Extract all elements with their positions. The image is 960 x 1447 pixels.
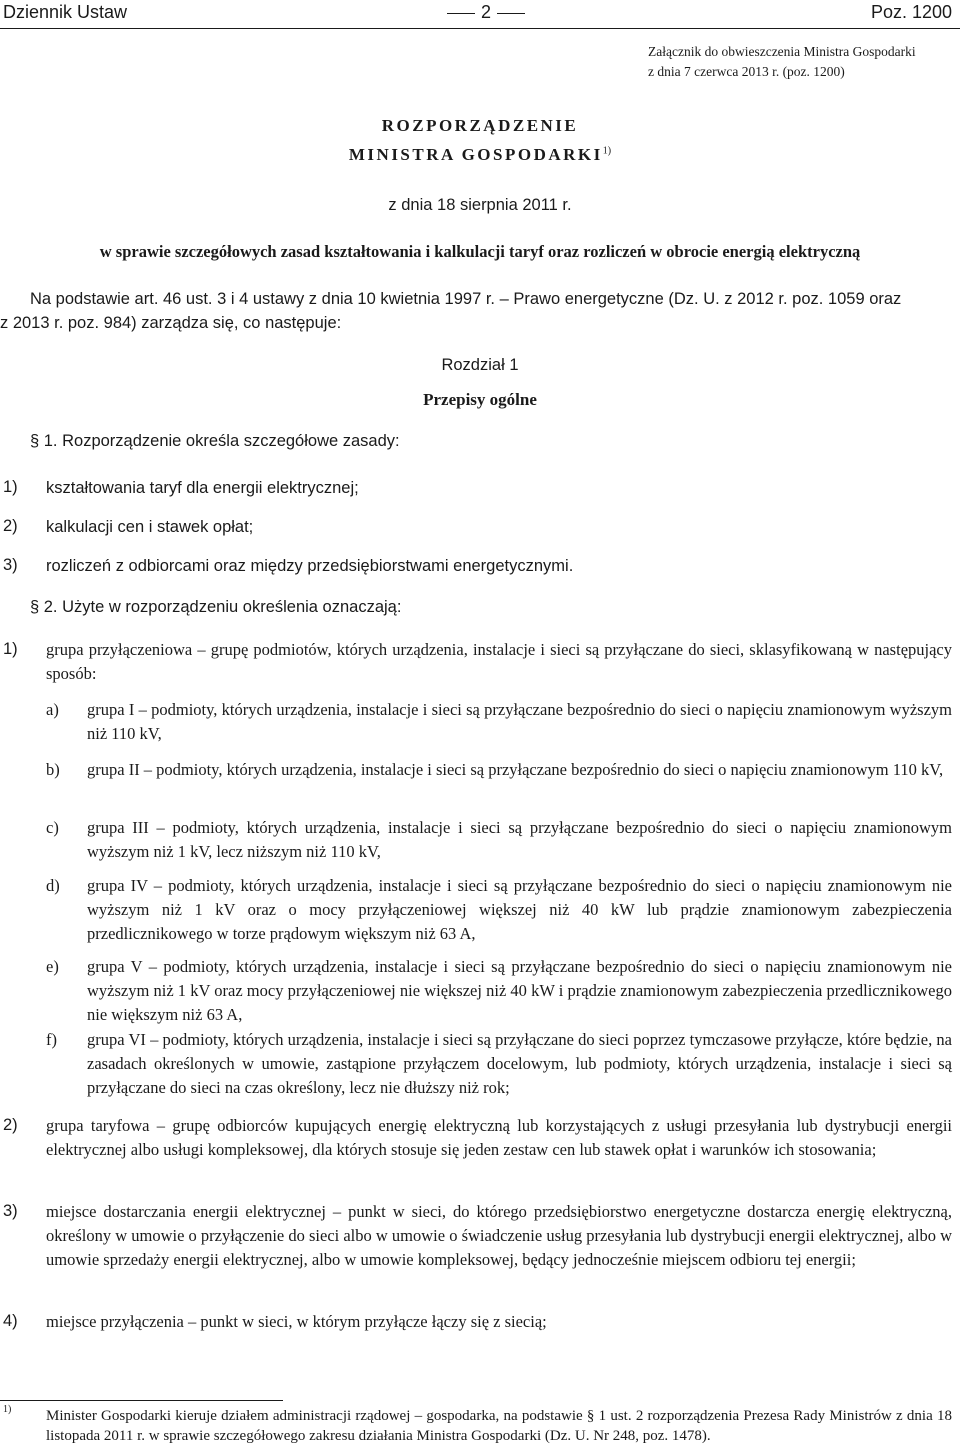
doc-subject: w sprawie szczegółowych zasad kształtowania i kalkulacji taryf oraz rozliczeń w obrocie energią elektryczną [99,242,861,261]
par1-item-text: kalkulacji cen i stawek opłat; [46,518,254,536]
subitem-letter: b) [46,760,60,779]
subitem-letter: d) [46,876,60,895]
issuer-name: MINISTRA GOSPODARKI [348,145,603,164]
subitem-letter: f) [46,1030,57,1049]
chapter-title: Przepisy ogólne [423,390,537,409]
subitem-letter: a) [46,700,59,719]
par1-item-num: 1) [3,478,18,496]
doc-type: ROZPORZĄDZENIE [381,116,579,135]
issuer-footnote-ref: 1) [602,145,612,157]
annex-line-2: z dnia 7 czerwca 2013 r. (poz. 1200) [648,64,845,79]
subitem-text: grupa VI – podmioty, których urządzenia, instalacje i sieci są przyłączane do sieci poprzez tymczasowe przyłącze, które będzie, na zasadach określonych w umowie, zastąpione przyłączem docelowym, lub podmioty, których urządzenia, instalacje i sieci są przyłączane do sieci na czas określony, lecz nie dłuższy niż rok; [87,1030,952,1097]
dash-right [497,13,525,14]
doc-date: z dnia 18 sierpnia 2011 r. [388,196,572,214]
par2-item-num: 1) [3,640,18,658]
footnote-rule [0,1400,283,1401]
par1-intro: § 1. Rozporządzenie określa szczegółowe zasady: [30,432,400,450]
subitem-letter: c) [46,818,59,837]
footnote-text: Minister Gospodarki kieruje działem administracji rządowej – gospodarka, na podstawie § 1 ust. 2 rozporządzenia Prezesa Rady Ministrów z dnia 18 listopada 2011 r. w sprawie szczegółowego zakresu działania Ministra Gospodarki (Dz. U. Nr 248, poz. 1478). [46,1408,952,1444]
par1-item-text: rozliczeń z odbiorcami oraz między przedsiębiorstwami energetycznymi. [46,557,574,575]
subitem-text: grupa IV – podmioty, których urządzenia, instalacje i sieci są przyłączane bezpośrednio do sieci o napięciu znamionowym nie wyższym niż 1 kV oraz o mocy przyłączeniowej większej niż 40 kW lub prądzie znamionowym zabezpieczenia przedlicznikowego w torze prądowym większym niż 63 A, [87,876,952,943]
annex-line-1: Załącznik do obwieszczenia Ministra Gospodarki [648,44,916,59]
par2-item-num: 2) [3,1116,18,1134]
par2-item-num: 3) [3,1202,18,1220]
header-rule [0,28,960,29]
dash-left [447,13,475,14]
par1-item-text: kształtowania taryf dla energii elektrycznej; [46,479,359,497]
subitem-text: grupa I – podmioty, których urządzenia, instalacje i sieci są przyłączane bezpośrednio do sieci o napięciu znamionowym wyższym niż 110 kV, [87,700,952,743]
subitem-text: grupa V – podmioty, których urządzenia, instalacje i sieci są przyłączane bezpośrednio do sieci o napięciu znamionowym nie wyższym niż 1 kV oraz mocy przyłączeniowej nie większej niż 40 kW i prądzie znamionowym zabezpieczenia przedlicznikowego nie większym niż 63 A, [87,957,952,1024]
par2-item-text: grupa taryfowa – grupę odbiorców kupujących energię elektryczną lub korzystających z usługi przesyłania lub dystrybucji energii elektrycznej albo usługi kompleksowej, dla których stosuje się jeden zestaw cen lub stawek opłat i warunków ich stosowania; [46,1116,952,1159]
page-number [441,2,531,23]
subitem-text: grupa III – podmioty, których urządzenia, instalacje i sieci są przyłączane bezpośrednio do sieci o napięciu znamionowym wyższym niż 1 kV, lecz niższym niż 110 kV, [87,818,952,861]
subitem-text: grupa II – podmioty, których urządzenia, instalacje i sieci są przyłączane bezpośrednio do sieci o napięciu znamionowym 110 kV, [87,760,944,779]
par2-item-text: miejsce przyłączenia – punkt w sieci, w którym przyłącze łączy się z siecią; [46,1312,547,1331]
chapter-label: Rozdział 1 [441,356,519,374]
subitem-letter: e) [46,957,59,976]
issuer [0,145,960,165]
par1-item-num: 3) [3,556,18,574]
preamble-line-1: Na podstawie art. 46 ust. 3 i 4 ustawy z dnia 10 kwietnia 1997 r. – Prawo energetyczne (Dz. U. z 2012 r. poz. 1059 oraz [30,290,902,308]
par2-item-num: 4) [3,1312,18,1330]
page-number-value: 2 [481,2,492,22]
preamble-line-2: z 2013 r. poz. 984) zarządza się, co następuje: [0,314,342,332]
position-number: Poz. 1200 [870,2,952,22]
par1-item-num: 2) [3,517,18,535]
par2-item-text: miejsce dostarczania energii elektrycznej – punkt w sieci, do którego przedsiębiorstwo energetyczne dostarcza energię elektryczną, określony w umowie o przyłączenie do sieci albo w umowie o świadczenie usług przesyłania lub dystrybucji energii elektrycznej, albo w umowie sprzedaży energii elektrycznej, albo w umowie kompleksowej, będący jednocześnie miejscem odbioru tej energii; [46,1202,953,1269]
par2-intro: § 2. Użyte w rozporządzeniu określenia oznaczają: [30,598,402,616]
footnote-mark: 1) [3,1404,12,1415]
par2-item-text: grupa przyłączeniowa – grupę podmiotów, których urządzenia, instalacje i sieci są przyłączane do sieci, sklasyfikowaną w następujący sposób: [46,640,952,683]
journal-name: Dziennik Ustaw [3,2,128,22]
